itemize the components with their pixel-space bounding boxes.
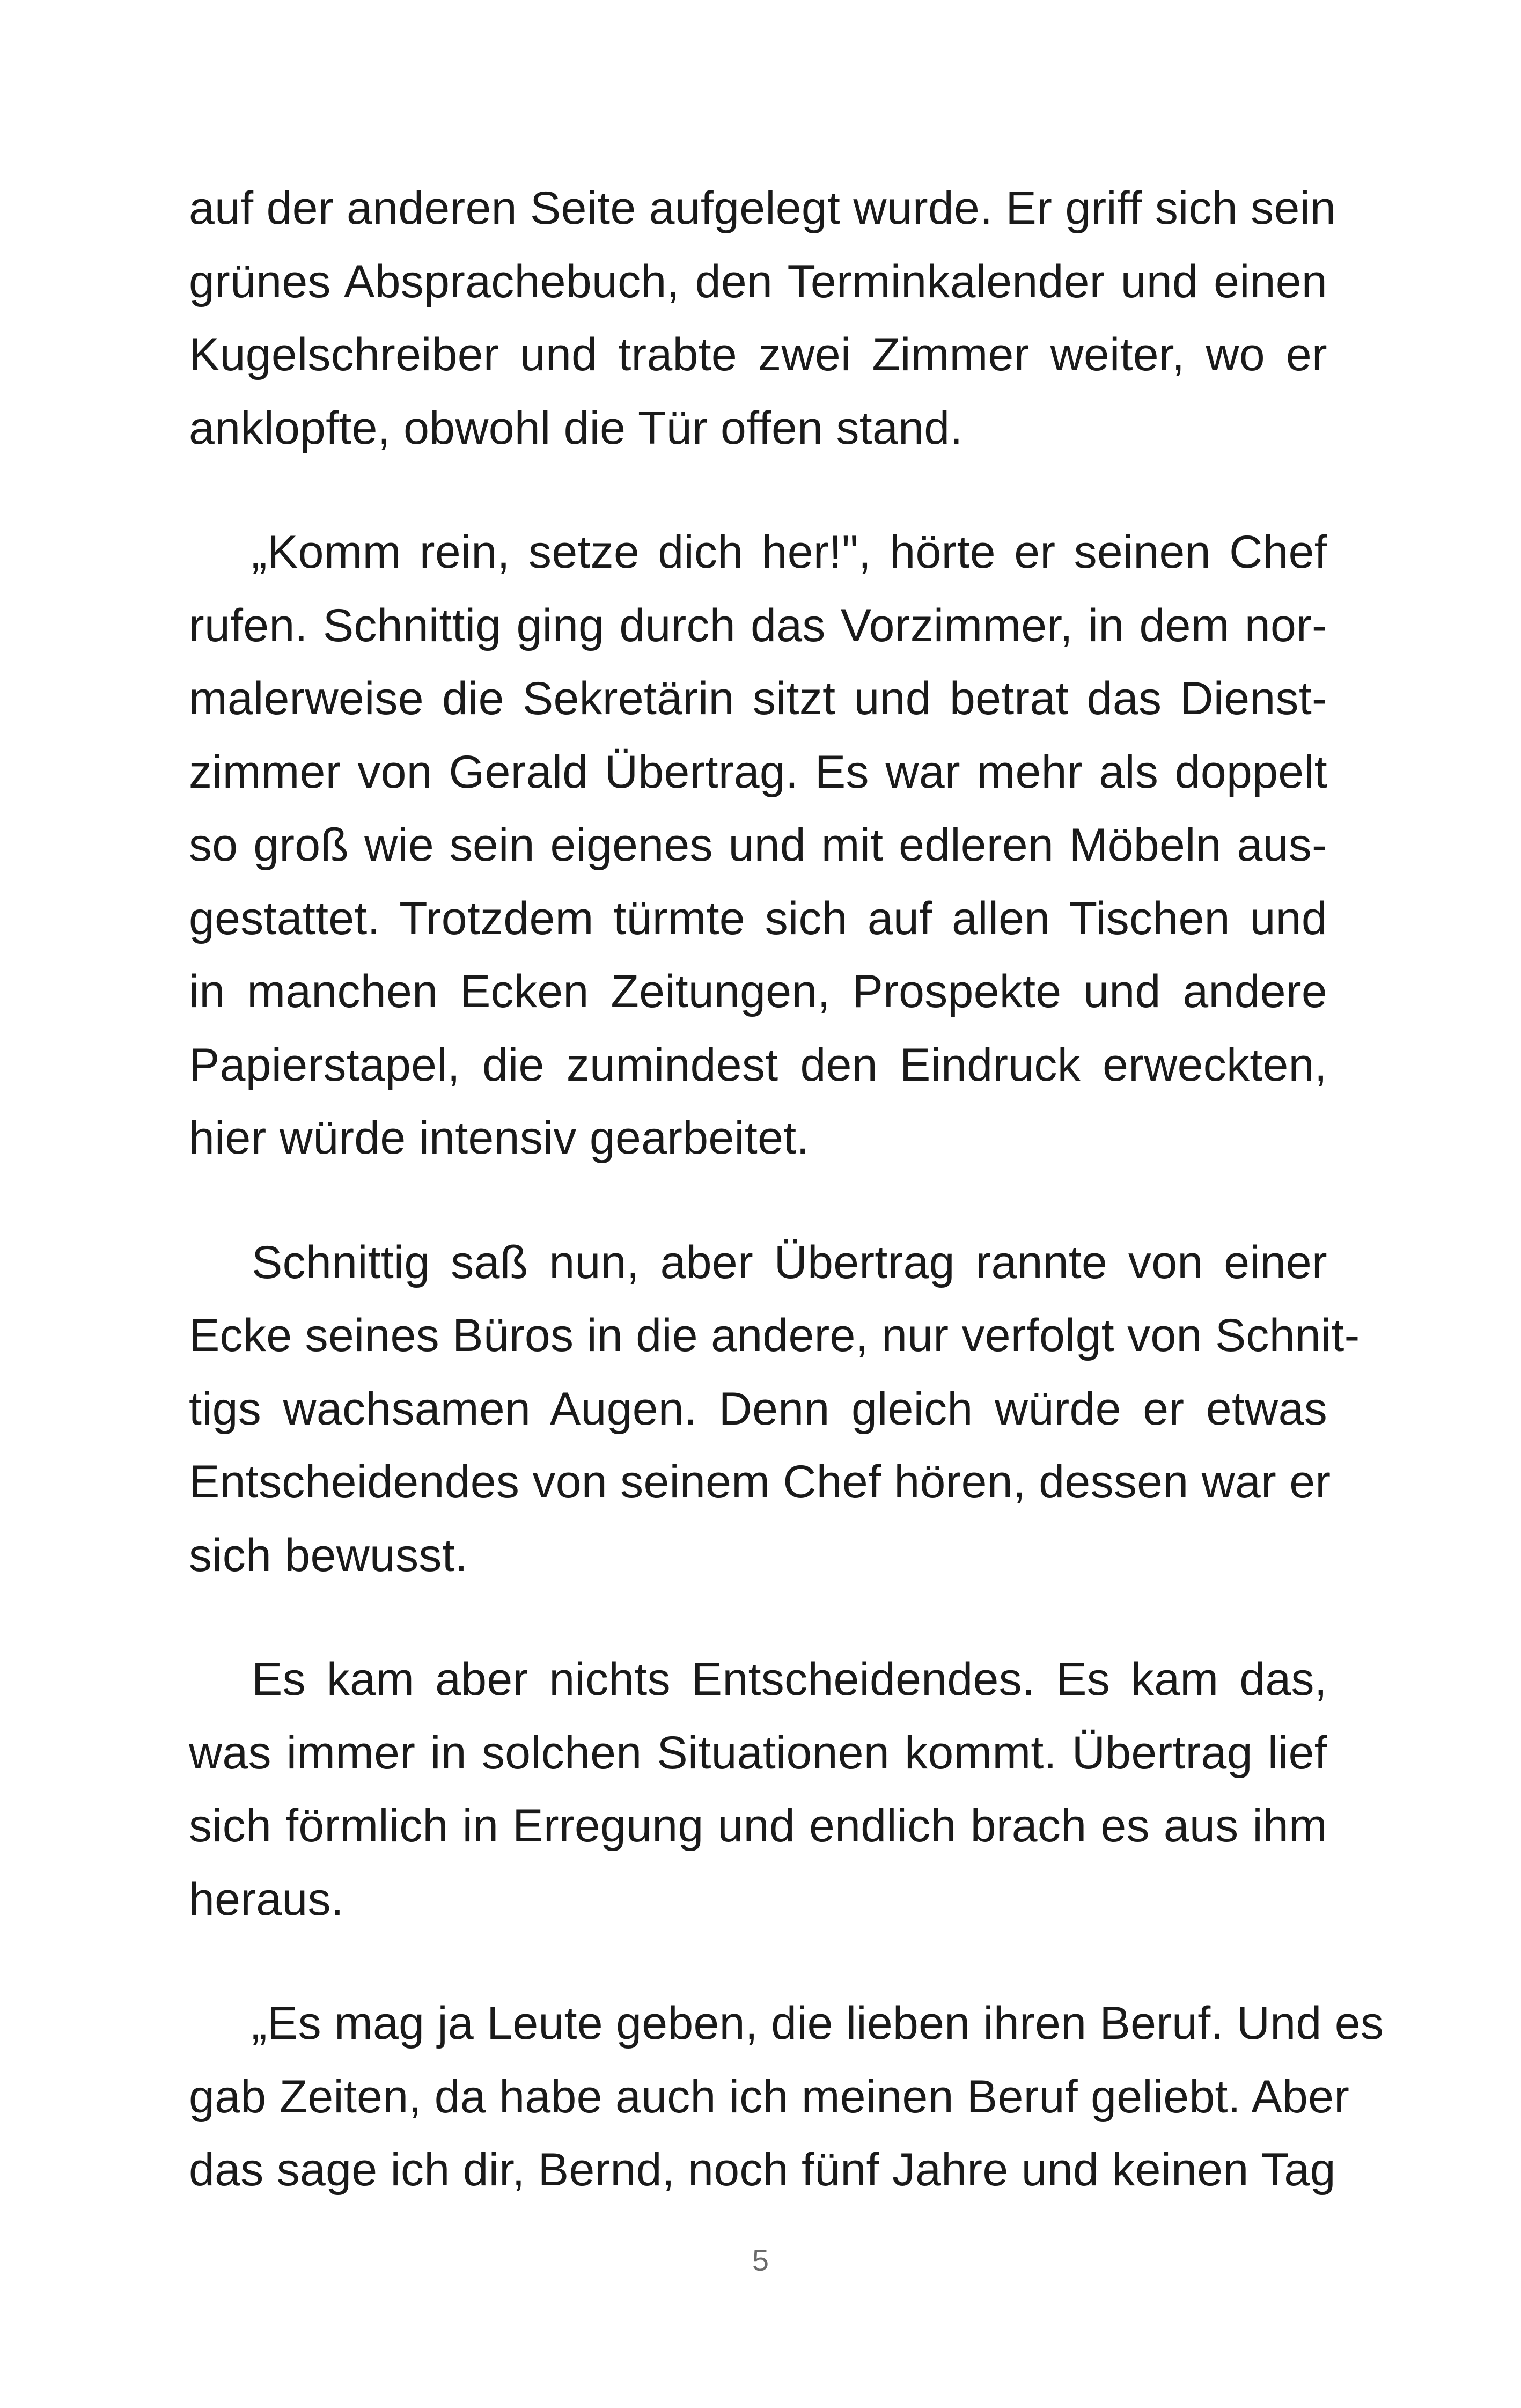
text-line: Kugelschreiber und trabte zwei Zimmer weiter, wo er <box>189 329 1327 380</box>
paragraph <box>189 1226 1360 1592</box>
paragraph-gap <box>189 465 1327 516</box>
text-line: zimmer von Gerald Übertrag. Es war mehr als doppelt <box>189 746 1327 798</box>
text-line: das sage ich dir, Bernd, noch fünf Jahre und keinen Tag <box>189 2144 1336 2196</box>
text-line: hier würde intensiv gearbeitet. <box>189 1112 810 1164</box>
text-line: rufen. Schnittig ging durch das Vorzimmer, in dem nor- <box>189 599 1327 651</box>
text-line: „Es mag ja Leute geben, die lieben ihren Beruf. Und es <box>252 1998 1384 2049</box>
text-line: anklopfte, obwohl die Tür offen stand. <box>189 402 963 454</box>
text-line: auf der anderen Seite aufgelegt wurde. Er griff sich sein <box>189 182 1336 234</box>
text-line: sich bewusst. <box>189 1529 468 1581</box>
text-line: Schnittig saß nun, aber Übertrag rannte von einer <box>252 1236 1327 1288</box>
text-line: heraus. <box>189 1873 344 1925</box>
paragraph <box>189 172 1336 465</box>
text-line: gab Zeiten, da habe auch ich meinen Beruf geliebt. Aber <box>189 2071 1350 2123</box>
text-line: Es kam aber nichts Entscheidendes. Es kam das, <box>252 1654 1327 1705</box>
paragraph <box>189 516 1327 1175</box>
text-line: malerweise die Sekretärin sitzt und betrat das Dienst- <box>189 673 1327 724</box>
paragraph-gap <box>189 1592 1327 1643</box>
text-line: Entscheidendes von seinem Chef hören, dessen war er <box>189 1456 1331 1508</box>
text-line: tigs wachsamen Augen. Denn gleich würde er etwas <box>189 1383 1327 1435</box>
paragraph-gap <box>189 1175 1327 1226</box>
page-number: 5 <box>752 2243 769 2277</box>
text-line: gestattet. Trotzdem türmte sich auf allen Tischen und <box>189 892 1327 944</box>
body-text <box>189 172 1384 2207</box>
paragraph <box>189 1643 1327 1936</box>
text-line: Papierstapel, die zumindest den Eindruck erweckten, <box>189 1039 1327 1091</box>
paragraph-gap <box>189 1936 1327 1987</box>
text-line: so groß wie sein eigenes und mit edleren Möbeln aus- <box>189 819 1327 871</box>
paragraph <box>189 1987 1384 2207</box>
text-line: sich förmlich in Erregung und endlich brach es aus ihm <box>189 1800 1327 1852</box>
text-line: was immer in solchen Situationen kommt. Übertrag lief <box>189 1727 1327 1779</box>
text-line: in manchen Ecken Zeitungen, Prospekte und andere <box>189 966 1327 1017</box>
text-line: Ecke seines Büros in die andere, nur verfolgt von Schnit- <box>189 1310 1360 1361</box>
text-line: „Komm rein, setze dich her!", hörte er seinen Chef <box>252 526 1327 578</box>
text-line: grünes Absprachebuch, den Terminkalender und einen <box>189 255 1327 307</box>
